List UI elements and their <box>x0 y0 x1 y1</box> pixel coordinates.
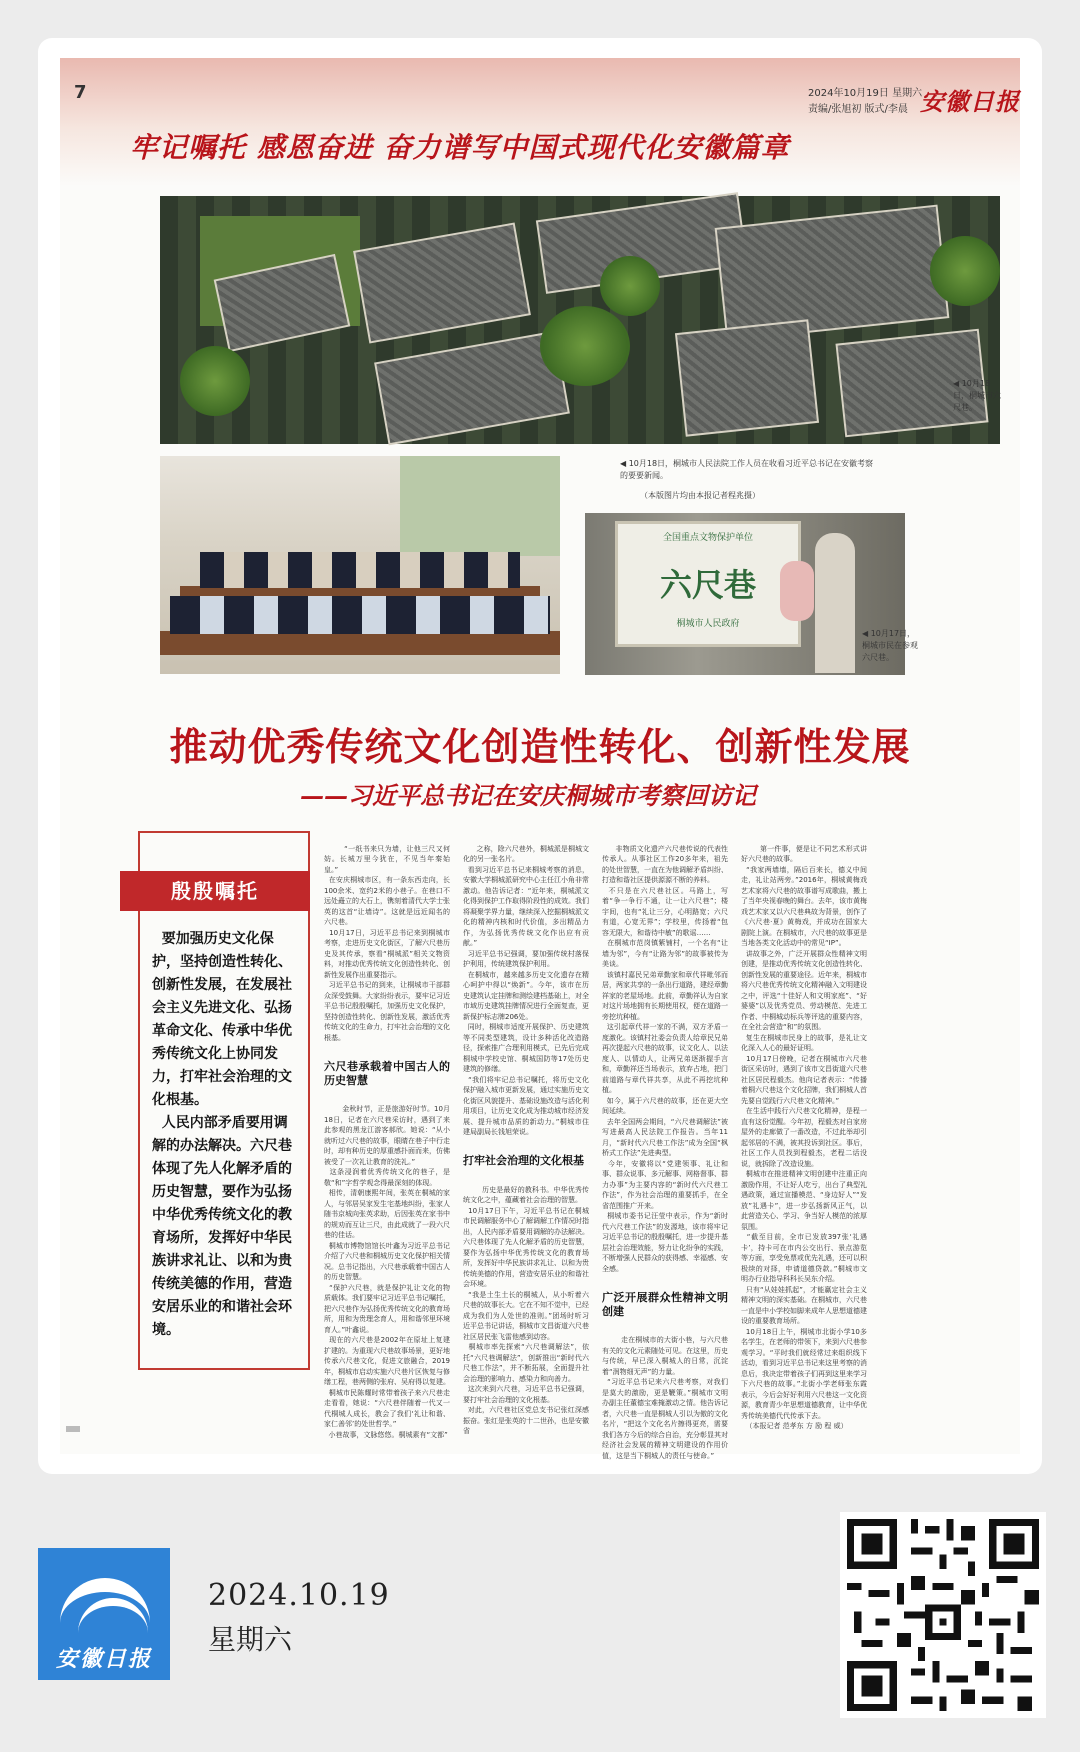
plaque-main-text: 六尺巷 <box>659 566 756 604</box>
column-text: 历史是最好的教科书。中华优秀传统文化之中，蕴藏着社会治理的智慧。 10月17日下午，习近平总书记在桐城市民调解服务中心了解调解工作情况时指出，人民内部矛盾要用调解的办法解决。六尺巷体现了先人化解矛盾的历史智慧，要作为弘扬中华优秀传统文化的教育场所，发挥好中华民族讲求礼让、以和为贵传统美德的作用，营造安居乐业的和谐社会环境。 “我是土生土长的桐城人，从小听着六尺巷的故事长大。它在不知不觉中，已经成为我们为人处世的准则。”团场时听习近平总书记讲话，桐城市文昌街道六尺巷社区居民张飞雷他感到动容。 桐城市率先探索“六尺巷调解法”，依托“六尺巷调解法”，创新推出“新时代六尺巷工作法”，并不断拓展，全面提升社会治理的影响力、感染力和向善力。 这次来到六尺巷，习近平总书记强调，要打牢社会治理的文化根基。 对此，六尺巷社区党总支书记张红深感振奋。张红是张英的十二世孙，也是安徽省 <box>463 1185 590 1435</box>
section-heading: 打牢社会治理的文化根基 <box>463 1154 584 1167</box>
alley-photo <box>585 513 905 675</box>
footer-weekday: 星期六 <box>208 1623 293 1656</box>
newspaper-card <box>38 38 1042 1474</box>
column-text: 走在桐城市的大街小巷，与六尺巷有关的文化元素随处可见。在这里，历史与传统，早已深入桐城人的日常，沉淀着“润物细无声”的力量。 “习近平总书记来六尺巷考察，对我们是莫大的激励，更是鞭策。”桐城市文明办副主任董德宝难掩激动之情。他告诉记者，六尺巷一直是桐城人引以为傲的文化名片，“把这个文化名片擦得更亮，需要我们各方今后的综合自治，充分彰显其对经济社会发展的精神文明建设的作用价值，这是当下桐城人的责任与使命。” <box>602 1336 729 1460</box>
logo-text: 安徽日报 <box>55 1646 152 1672</box>
column-text: 非物质文化遗产六尺巷传说的代表性传承人。从事社区工作20多年来，祖先的处世智慧，一直在为他调解矛盾纠纷、打造和谐社区提供源源不断的养料。 不只是在六尺巷社区。马路上，写着“争一争行不通，让一让六尺巷”；楼宇间，也有“礼让三分，心明路宽；六尺有道，心宽无界”；学校里，传扬着“包容无限大，和谐待中敏”的歌谣…… 在桐城市范岗镇紫铺村，一个名有“让墙为邻”，今有“让路为邻”的故事被传为美谈。 该镇村嘉民兄弟章勤家和章代祥毗邻而居，两家共享的一条出行道路，建经章勤祥家的老屋场地。此前，章勤祥认为自家对这片场地拥有长期使用权，便在道路一旁挖坑种植。 这引起章代祥一家的不满，双方矛盾一度激化。该镇村社委会负责人给章民兄弟再次提起六尺巷的故事，议文化人、以法度人、以情动人，让两兄弟逐渐握手言和，章勤祥还当场表示，放弃占地，把门前道路与章代祥共享，从此不再挖坑种植。 如今，属于六尺巷的故事，还在更大空间延续。 去年全国两会期间，“六尺巷调解法”被写进最高人民法院工作报告。当年11月，“新时代六尺巷工作法”成为全国“枫桥式工作法”先进典型。 今年，安徽将以“党建领事、礼让和事、群众说事、多元解事、网格督事、群力办事”为主要内容的“新时代六尺巷工作法”，作为社会治理的重要抓手，在全省范围推广开来。 桐城市委书记汪莹中表示，作为“新时代六尺巷工作法”的发源地，该市将牢记习近平总书记的殷殷嘱托，进一步提升基层社会治理效能，努力让化纷争的实践，不断增强人民群众的获得感、幸福感、安全感。 <box>602 844 729 1273</box>
aerial-photo <box>160 196 1000 444</box>
article-column-2 <box>463 833 589 1447</box>
anhui-daily-logo[interactable] <box>38 1548 170 1680</box>
roof-block <box>353 222 531 343</box>
section-heading: 六尺巷承载着中国古人的历史智慧 <box>324 1059 450 1087</box>
tree <box>180 346 250 416</box>
section-heading: 广泛开展群众性精神文明创建 <box>602 1290 728 1318</box>
roof-block <box>715 205 950 342</box>
tree <box>930 236 1000 306</box>
column-text: “一纸书来只为墙，让他三尺又何妨。长城万里今犹在，不见当年秦始皇。” 在安庆桐城市区，有一条东西走向，长100余米、宽约2米的小巷子。在巷口不远处矗立的大石上，镌刻着清代大学士张英的这首“让墙诗”。这就是远近闻名的六尺巷。 10月17日，习近平总书记来到桐城市考察，走进历史文化街区，了解六尺巷历史及其传承，察看“桐城派”相关文物资料，对推动优秀传统文化创造性转化、创新性发展作出重要指示。 习近平总书记的到来，让桐城市干部群众深受鼓舞。大家纷纷表示，要牢记习近平总书记殷殷嘱托，加强历史文化保护，坚持创造性转化、创新性发展，激活优秀传统文化的生命力，打牢社会治理的文化根基。 <box>324 844 450 1042</box>
screen-display <box>400 456 560 556</box>
meeting-caption: ◀ 10月18日，桐城市人民法院工作人员在收看习近平总书记在安徽考察的要要新闻。 <box>620 459 874 480</box>
page-corner-mark <box>66 1426 80 1432</box>
column-text: 第一件事，便是让不同艺术形式讲好六尺巷的故事。 “我家两墙墙，隔后百来长，德义中间走，礼让站两旁。”2016年，桐城黄梅戏艺术家将六尺巷的故事谱写成歌曲，搬上了当年央视春晚的舞台。去年，该市黄梅戏艺术家又以六尺巷典故为背景，创作了《六尺巷·夏》黄梅戏，并成功在国家大剧院上演。在桐城市，六尺巷的故事更是当地各类文化活动中的常见“IP”。 讲故事之外，广泛开展群众性精神文明创建，是推动优秀传统文化创造性转化、创新性发展的重要途径。近年来，桐城市将六尺巷优秀传统文化精神融入文明建设之中，评选“十佳好人和文明家庭”、“好婆婆”以及优秀党员、劳动模范、先进工作者、中桐城动标兵等评选的重要内容，在全社会营造“和”的氛围。 复生在桐城市民身上的故事，是礼让文化深入人心的最好证明。 10月17日傍晚，记者在桐城市六尺巷街区采访时，遇到了该市文昌街道六尺巷社区居民程毅杰。他向记者表示：“传播着桐六尺巷这个文化招牌，我们桐城人首先要自觉践行六尺巷文化精神。” 在生活中践行六尺巷文化精神，是程一直有这份觉醒。今年初，程毅杰对自家房屋外的走廊做了一番改造，不过此举却引起邻居的不满，被其投诉到社区。事后，社区工作人员找到程毅杰，老程二话没说，就拆除了改造设施。 桐城市在推进精神文明创建中注重正向激励作用，不让好人吃亏，出台了典型礼遇政策，通过宣播模范、“身边好人”“发放”礼遇卡”，进一步弘扬新风正气，以此营造关心、学习、争当好人模范的浓厚氛围。 “截至目前，全市已发放397张‘礼遇卡’，持卡可在市内公交出行、景点游览等方面，享受免票或优先礼遇，还可以积极续的对择，申请道德贷款。”桐城市文明办行业指导科科长吴东介绍。 只有“从娃娃抓起”，才能赢定社会主义精神文明的深实基础。在桐城市，六尺巷一直是中小学校如脚来成年人思想道德建设的重要教育场所。 10月18日上午，桐城市北街小学10多名学生，在老师的带领下，来到六尺巷参观学习。“平时我们就经常过来组织线下活动，看到习近平总书记来这里考察的消息后，我决定带着孩子们再到这里来学习下六尺巷的故事。”北街小学老师张东霞表示，今后会好好利用六尺巷这一文化资源，教育青少年思想道德教育，让中华优秀传统美德代代传承下去。 （本报记者 范孝东 方 励 程 威） <box>741 844 868 1430</box>
article-column-1 <box>324 833 450 1451</box>
sidebar-box <box>138 831 310 1370</box>
meeting-photo <box>160 456 560 674</box>
newspaper-page[interactable] <box>60 58 1020 1460</box>
tree <box>540 306 630 386</box>
qr-code[interactable] <box>840 1512 1046 1718</box>
issue-date: 2024年10月19日 星期六 <box>808 88 923 99</box>
footer-date: 2024.10.19 <box>208 1578 390 1613</box>
article-column-4 <box>741 833 867 1442</box>
roof-block <box>675 319 819 436</box>
sidebar-title: 殷殷嘱托 <box>120 871 310 911</box>
column-text: 金秋时节，正是旅游好时节。10月18日，记者在六尺巷采访时，遇到了来此参观的黑龙江游客郝欣。她说：“从小就听过六尺巷的故事，眼睛在巷子中行走时，却有种历史的厚重感扑面而来，仿佛被受了一次礼让教育的洗礼。” 这条浸润着优秀传统文化的巷子，是敬“和”字哲学观念得最深刻的体现。 相传，清朝康熙年间，张英在桐城的家人，与邻居吴家发生宅基地纠纷，张家人随书京城向张英求助，后因张英在家书中的规劝而互让三尺，由此成就了一段六尺巷的佳话。 桐城市博物馆馆长叶鑫为习近平总书记介绍了六尺巷和桐城历史文化保护相关情况。总书记指出，六尺巷承载着中国古人的历史智慧。 “保护六尺巷，就是保护礼让文化的物质载体。我们要牢记习近平总书记嘱托，把六尺巷作为弘扬优秀传统文化的教育场所，用和为贵理念育人，用和谐邻里环境育人。”叶鑫说。 现在的六尺巷是2002年在原址上复建扩建的。为重现六尺巷故事场景，更好地传承六尺巷文化，促进文旅融合，2019年，桐城市启动实施六尺巷片区恢复与修缮工程，巷两侧的张府、吴府得以复建。 桐城市民陈耀时常带着孩子来六尺巷走走看看，她说：“六尺巷伴随着一代又一代桐城人成长，教会了我们‘礼让和谐、家仁善邻’的处世哲学。” 小巷故事，文脉悠悠。桐城素有“文都” <box>324 1105 451 1439</box>
desk-row <box>160 631 560 655</box>
page-number: 7 <box>74 82 87 103</box>
plaque-top-text: 全国重点文物保护单位 <box>662 533 753 543</box>
plaque-bottom-text: 桐城市人民政府 <box>676 619 740 629</box>
paper-logo: 安徽日报 <box>920 87 1020 116</box>
photo-credit: （本版图片均由本报记者程兆摄） <box>640 491 760 500</box>
stone-plaque <box>615 521 801 647</box>
aerial-caption: ◀ 10月18日，桐城市六尺巷。 <box>953 379 1001 412</box>
sidebar-text: 要加强历史文化保护，坚持创造性转化、创新性发展，在发展社会主义先进文化、弘扬革命文化、传承中华优秀传统文化上协同发力，打牢社会治理的文化根基。 人民内部矛盾要用调解的办法解决。六尺巷体现了先人化解矛盾的历史智慧，要作为弘扬中华优秀传统文化的教育场所，发挥好中华民族讲求礼让、以和为贵传统美德的作用，营造安居乐业的和谐社会环境。 <box>152 931 292 1338</box>
article-headline: 推动优秀传统文化创造性转化、创新性发展 <box>169 724 911 769</box>
article-column-3 <box>602 833 728 1472</box>
banner-title: 牢记嘱托 感恩奋进 奋力谱写中国式现代化安徽篇章 <box>130 131 790 164</box>
child-figure <box>780 561 814 621</box>
visitor-figure <box>815 533 855 673</box>
column-text: 之称，除六尺巷外，桐城派是桐城文化的另一张名片。 看到习近平总书记来桐城考察的消息，安徽大学桐城派研究中心主任江小角非常激动。他告诉记者：“近年来，桐城派文化得到保护工作取得阶段性的成效。我们将凝聚学界力量，继续深入挖掘桐城派文化的精神内核和时代价值，多出精品力作，为弘扬优秀传统文化作出应有贡献。” 习近平总书记强调，要加强传统村落保护利用，传统建筑保护利用。 在桐城市，越来越多历史文化遗存在精心呵护中得以“焕新”。今年，该市在历史建筑认定挂牌和测绘建档基础上，对全市域历史建筑挂牌情况进行全面复查，更新保护标志牌206处。 同时，桐城市适度开展保护、历史建筑等不同类型建筑，设计多种活化改造路径，探索推广合理利用模式，已先后完成桐城中学校史馆、桐城国防等17处历史建筑的修缮。 “我们将牢记总书记嘱托，将历史文化保护融入城市更新发展，通过实施历史文化街区风貌提升、基础设施改造与活化利用项目，让历史文化成为推动城市经济发展、提升城市品质的新动力。”桐城市住建局副局长钱旭荣说。 <box>463 844 590 1136</box>
article-subheadline: ——习近平总书记在安庆桐城市考察回访记 <box>300 781 756 810</box>
audience-row <box>170 596 550 634</box>
audience-row <box>200 552 520 588</box>
editor-credit: 责编/张旭初 版式/李晨 <box>808 104 908 115</box>
tree <box>600 256 660 316</box>
masthead <box>60 58 1020 186</box>
alley-caption: ◀ 10月17日，桐城市民在参观六尺巷。 <box>862 629 918 662</box>
